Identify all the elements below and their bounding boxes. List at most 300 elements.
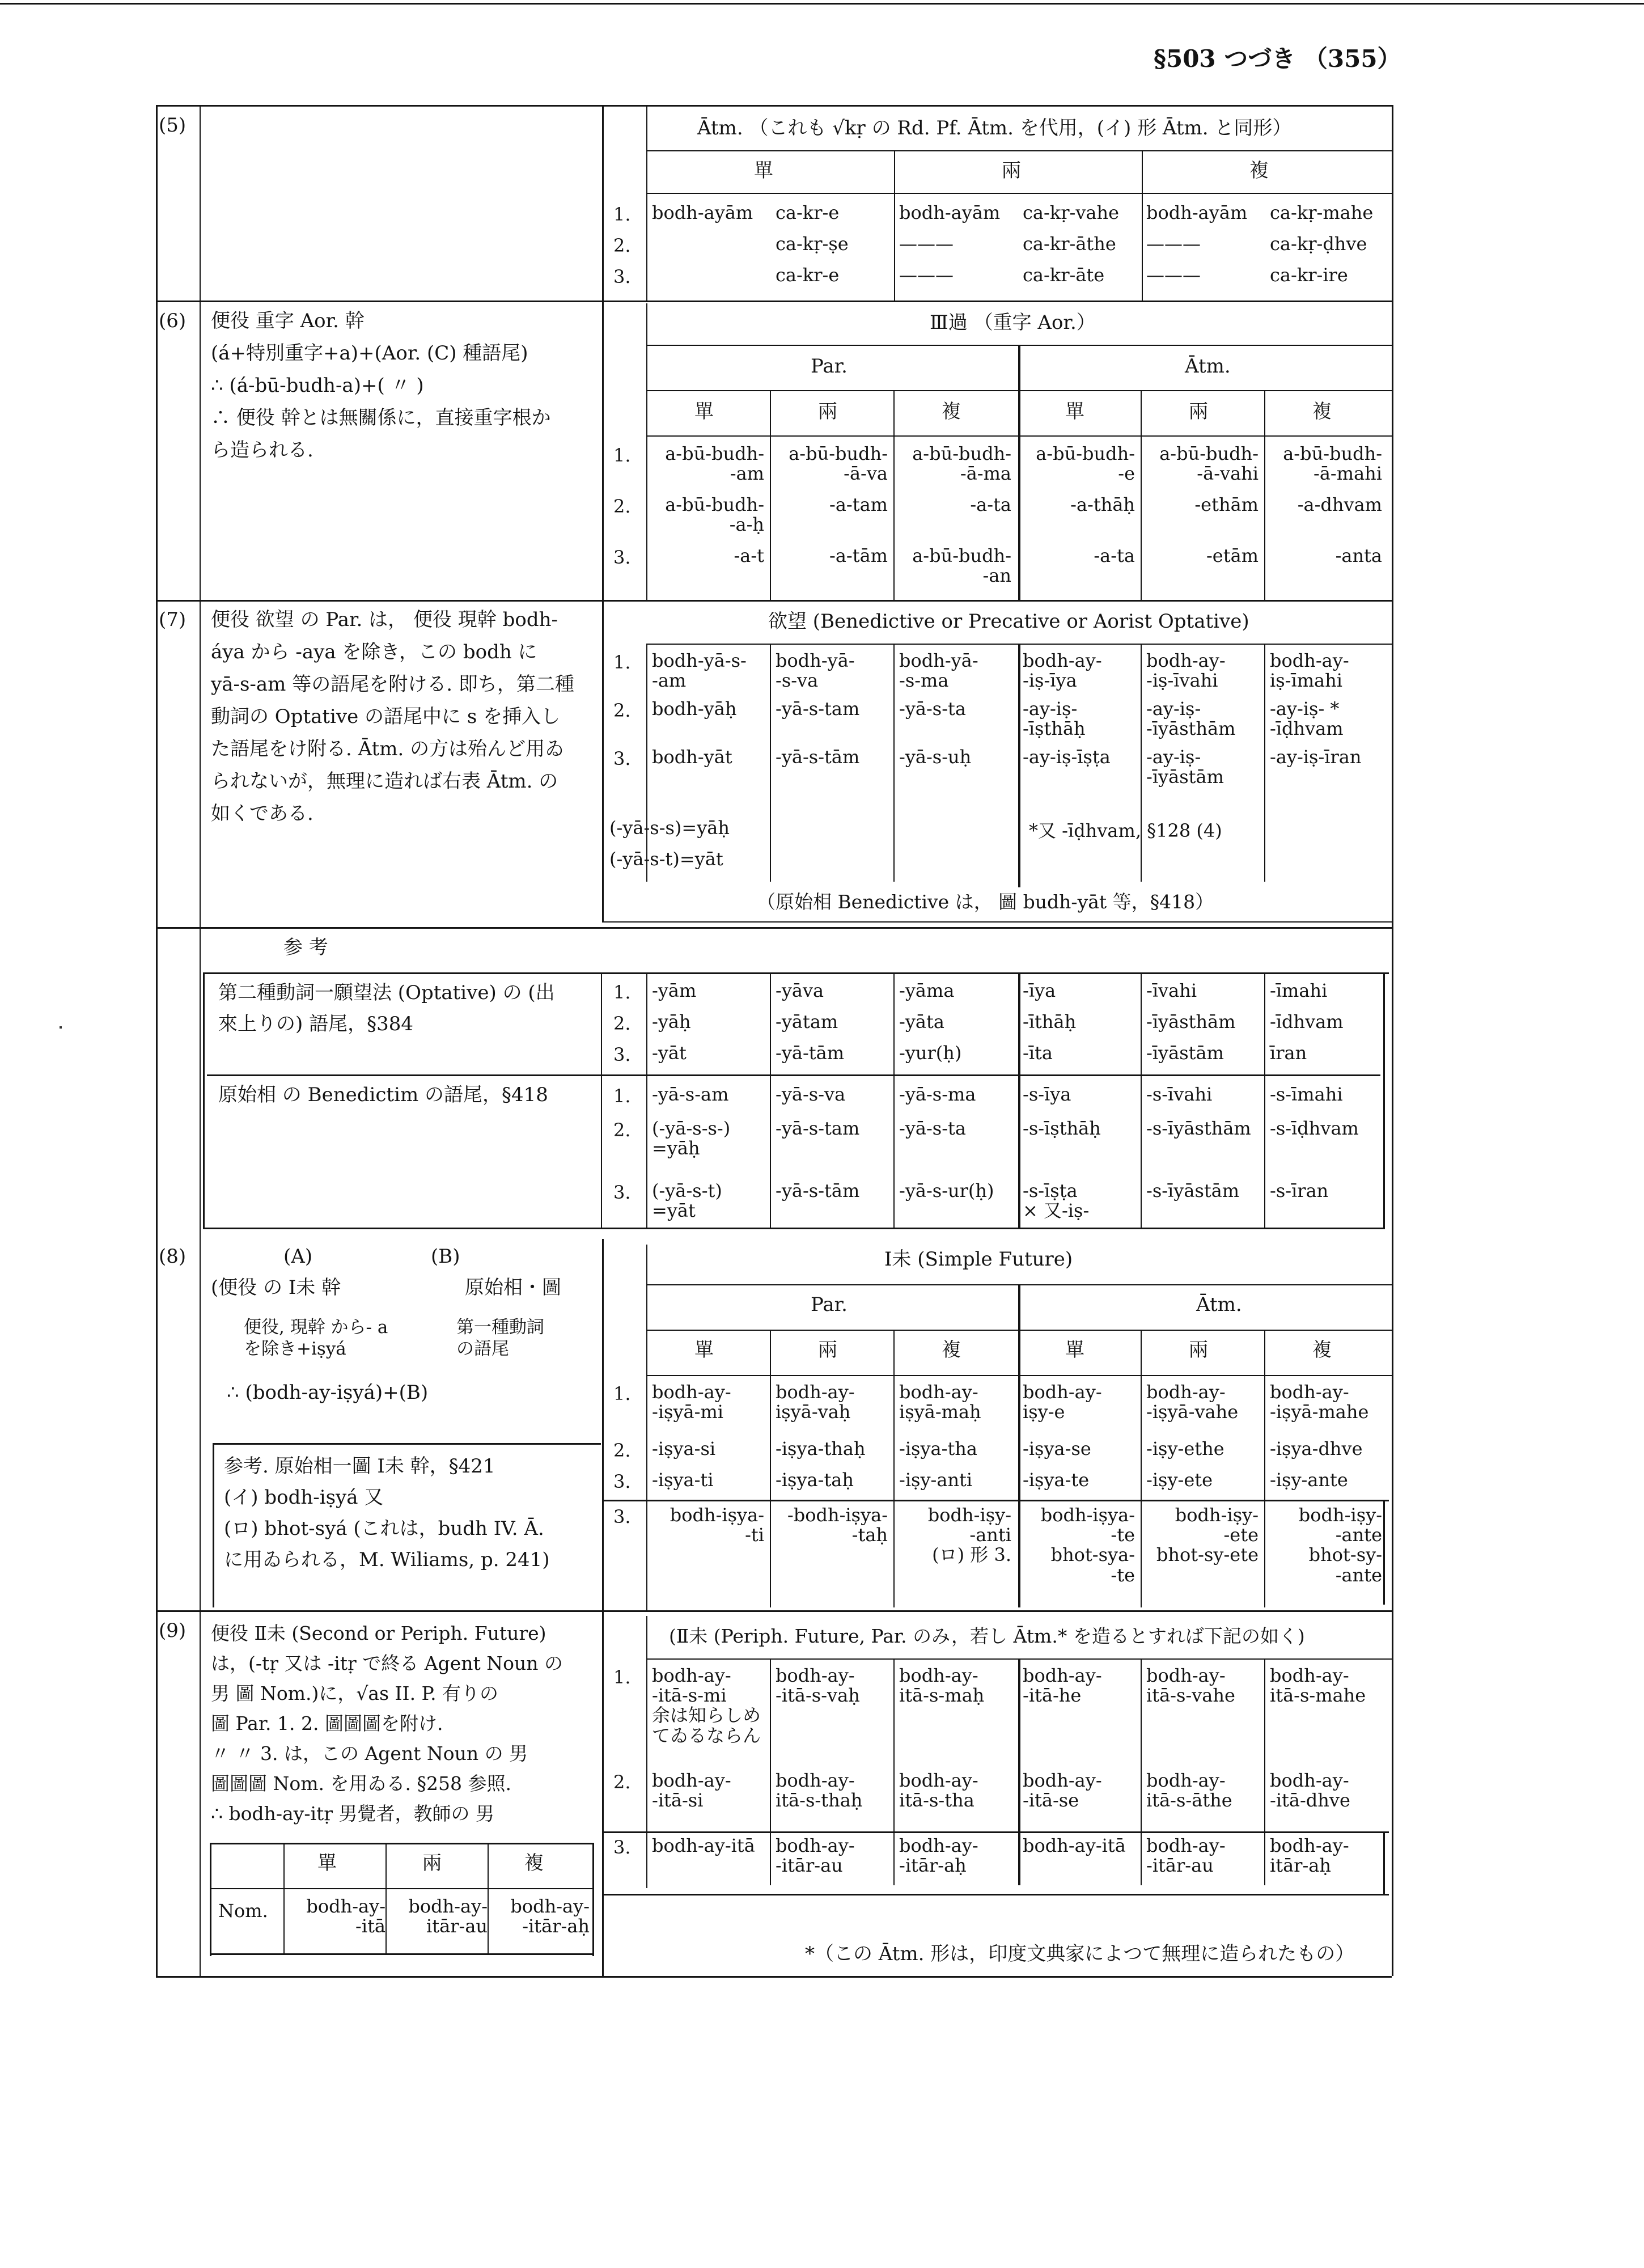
v-rule: [1141, 390, 1142, 600]
explanation-line: 便役 重字 Aor. 幹: [211, 310, 365, 332]
inflection-form: ———: [899, 264, 954, 286]
v-rule: [646, 1616, 647, 1888]
explanation-line: 男 圖 Nom.)に，√as II. P. 有りの: [211, 1682, 499, 1704]
inflection-form: -etām: [1206, 545, 1259, 566]
person-number: 2.: [613, 496, 631, 517]
inflection-form: -īvahi: [1146, 980, 1197, 1001]
inflection-form: bodh-ay- -itā-s-mi 余は知らしめ てゐるならん: [652, 1665, 761, 1746]
explanation-line: yā-s-am 等の語尾を附ける. 即ち，第二種: [211, 673, 574, 696]
v-rule: [213, 1443, 214, 1607]
person-number: 2.: [613, 1440, 631, 1461]
h-rule: [203, 972, 1389, 974]
inflection-form: bodh-ay- itār-aḥ: [1270, 1835, 1349, 1877]
inflection-form: -yāva: [776, 980, 824, 1001]
inflection-form: -s-īṣṭa × 又-iṣ-: [1023, 1180, 1090, 1222]
inflection-form: bodh-iṣy- -ete bhot-sy-ete: [1156, 1504, 1259, 1566]
inflection-form: bodh-ay- -iṣyā-mahe: [1270, 1381, 1369, 1423]
inflection-form: bodh-ay- -itār-aḥ: [899, 1835, 978, 1877]
person-number: 2.: [613, 1771, 631, 1793]
inflection-form: (-yā-s-s-) =yāḥ: [652, 1118, 731, 1160]
h-rule: [646, 1375, 1392, 1376]
number-header: 兩: [1189, 1339, 1208, 1361]
inflection-form: ca-kṛ-ṣe: [776, 233, 849, 255]
num-col-rule: [646, 105, 647, 301]
voice-header: Par.: [811, 1293, 848, 1316]
inflection-form: a-bū-budh- -ā-mahi: [1283, 443, 1382, 485]
v-rule: [488, 1843, 489, 1953]
inflection-form: -yāma: [899, 980, 955, 1001]
inflection-form: -ay-iṣ- * -īḍhvam: [1270, 698, 1344, 740]
person-number: 1.: [613, 445, 631, 466]
inflection-form: -īmahi: [1270, 980, 1328, 1001]
v-rule: [1264, 972, 1265, 1228]
inflection-form: -s-īvahi: [1146, 1084, 1213, 1105]
inflection-form: -s-īyāstām: [1146, 1180, 1240, 1201]
inflection-form: bodh-ayām: [1146, 202, 1248, 223]
number-header: 複: [1312, 1339, 1332, 1361]
inflection-form: bodh-iṣya- -ti: [670, 1504, 764, 1546]
h-rule: [604, 1831, 1389, 1833]
inflection-form: -yātam: [776, 1011, 838, 1033]
person-number: 2.: [613, 235, 631, 256]
v-rule: [1264, 1658, 1265, 1885]
section-divider: [156, 301, 1392, 302]
inflection-form: bodh-ay- iṣy-e: [1023, 1381, 1102, 1423]
v-rule: [770, 390, 771, 600]
inflection-form: a-bū-budh- -am: [665, 443, 764, 485]
inflection-form: -īta: [1023, 1042, 1053, 1064]
inflection-form: -s-īyāsthām: [1146, 1118, 1251, 1139]
inflection-form: -s-īmahi: [1270, 1084, 1343, 1105]
section-label: (6): [159, 310, 187, 332]
inflection-form: bodh-ay- -itā-dhve: [1270, 1770, 1350, 1812]
inflection-form: -ay-iṣ- -īyāstām: [1146, 746, 1224, 788]
label-column-rule: [200, 105, 201, 1976]
inflection-form: bodh-ay- iṣ-īmahi: [1270, 650, 1349, 692]
explanation-line: た語尾をけ附る. Ātm. の方は殆んど用ゐ: [211, 738, 565, 760]
v-rule: [1264, 1330, 1265, 1607]
inflection-form: ca-kṛ-mahe: [1270, 202, 1374, 223]
formula-part: の語尾: [456, 1339, 509, 1359]
inflection-form: ca-kr-āthe: [1023, 233, 1116, 255]
inflection-form: bodh-ay- -itā-se: [1023, 1770, 1102, 1812]
bracket-note: (-yā-s-t)=yāt: [609, 848, 723, 870]
inflection-form: -bodh-iṣya- -taḥ: [787, 1504, 888, 1546]
v-rule: [1383, 972, 1385, 1228]
voice-divider: [1018, 644, 1020, 887]
inflection-form: ———: [1146, 264, 1201, 286]
inflection-form: -iṣy-ethe: [1146, 1438, 1224, 1459]
v-rule: [893, 972, 895, 1228]
v-rule: [1264, 644, 1265, 882]
v-rule: [1264, 390, 1265, 600]
v-rule: [646, 644, 647, 882]
inflection-form: -yā-s-ta: [899, 1118, 966, 1139]
inflection-form: bodh-ay- -iṣyā-vahe: [1146, 1381, 1239, 1423]
inflection-form: -yā-s-va: [776, 1084, 846, 1105]
h-rule: [210, 1953, 592, 1955]
inflection-form: bodh-ay- -itā-s-vaḥ: [776, 1665, 860, 1707]
inflection-form: -iṣya-ti: [652, 1469, 714, 1491]
split-rule: [602, 105, 604, 301]
v-rule: [893, 644, 895, 882]
inflection-form: -s-īḍhvam: [1270, 1118, 1359, 1139]
mini-header: 兩: [422, 1852, 442, 1875]
inflection-form: bodh-ay- iṣyā-vaḥ: [776, 1381, 855, 1423]
inflection-form: ———: [1146, 233, 1201, 255]
frame-top: [156, 105, 1392, 107]
inflection-form: bodh-ay- -itār-au: [1146, 1835, 1226, 1877]
inflection-form: -yā-s-tām: [776, 746, 860, 768]
inflection-form: bodh-iṣya- -te bhot-sya- -te: [1040, 1504, 1135, 1586]
v-rule: [646, 1245, 647, 1610]
h-rule: [646, 193, 1392, 194]
person-number: 2.: [613, 700, 631, 721]
explanation-line: 便役 Ⅱ未 (Second or Periph. Future): [211, 1622, 546, 1644]
inflection-form: bodh-ay- iṣyā-maḥ: [899, 1381, 981, 1423]
person-number: 1.: [613, 1085, 631, 1107]
number-header: 單: [1065, 400, 1084, 423]
inflection-form: bodh-ay- itā-s-mahe: [1270, 1665, 1366, 1707]
inflection-form: -īdhvam: [1270, 1011, 1344, 1033]
inflection-form: bodh-yā-s- -am: [652, 650, 747, 692]
mini-cell: bodh-ay- -itā: [306, 1895, 385, 1937]
inflection-form: ca-kṛ-vahe: [1023, 202, 1120, 223]
inflection-form: a-bū-budh- -a-ḥ: [665, 494, 764, 536]
explanation-line: 便役 欲望 の Par. は， 便役 現幹 bodh-: [211, 608, 558, 631]
split-rule: [602, 1239, 604, 1610]
v-rule: [1383, 1831, 1385, 1894]
inflection-form: -a-ta: [1094, 545, 1135, 566]
v-rule: [203, 972, 205, 1228]
inflection-form: (-yā-s-t) =yāt: [652, 1180, 722, 1222]
v-rule: [1141, 644, 1142, 882]
v-rule: [1142, 150, 1143, 301]
explanation-line: ∴ (á-bū-budh-a)+( 〃 ): [211, 374, 424, 397]
inflection-form: -yā-s-ta: [899, 698, 966, 720]
h-rule: [210, 1888, 592, 1889]
section-label: (5): [159, 114, 187, 137]
inflection-form: a-bū-budh- -e: [1036, 443, 1135, 485]
inflection-form: ca-kr-ire: [1270, 264, 1348, 286]
table-title: 欲望 (Benedictive or Precative or Aorist Optative): [768, 610, 1249, 633]
inflection-form: -iṣya-tha: [899, 1438, 977, 1459]
number-header: 複: [942, 400, 961, 423]
number-header: 兩: [818, 400, 837, 423]
speck: [60, 1026, 62, 1029]
inflection-form: bodh-ay- -itā-si: [652, 1770, 731, 1812]
person-number: 1.: [613, 204, 631, 225]
inflection-form: bodh-ayām: [899, 202, 1001, 223]
v-rule: [1018, 1658, 1020, 1885]
h-rule: [646, 1330, 1392, 1331]
frame-left: [156, 105, 158, 1976]
inflection-form: bodh-iṣy- -ante bhot-sy- -ante: [1298, 1504, 1382, 1586]
inflection-form: bodh-ay- -iṣ-īya: [1023, 650, 1102, 692]
inflection-form: ca-kr-e: [776, 202, 840, 223]
formula-part: (B): [431, 1245, 460, 1268]
inflection-form: bodh-ay- itā-s-tha: [899, 1770, 978, 1812]
inflection-form: -s-īran: [1270, 1180, 1329, 1201]
v-rule: [770, 1330, 771, 1607]
inflection-form: -a-t: [734, 545, 764, 566]
reference-note: に用ゐられる，M. Wiliams, p. 241): [224, 1548, 550, 1571]
v-rule: [1141, 1330, 1142, 1607]
inflection-form: -s-īṣthāḥ: [1023, 1118, 1101, 1139]
explanation-line: (á+特別重字+a)+(Aor. (C) 種語尾): [211, 342, 528, 365]
v-rule: [283, 1843, 285, 1953]
inflection-form: -iṣy-anti: [899, 1469, 973, 1491]
inflection-form: -yur(ḥ): [899, 1042, 962, 1064]
inflection-form: bodh-ay- itā-s-vahe: [1146, 1665, 1235, 1707]
table-title: Ātm. （これも √kṛ の Rd. Pf. Ātm. を代用，(イ) 形 Ātm. と同形）: [697, 117, 1292, 139]
inflection-form: bodh-yāḥ: [652, 698, 737, 720]
inflection-form: -yā-s-ma: [899, 1084, 976, 1105]
h-rule: [646, 390, 1392, 391]
inflection-form: bodh-ay- -iṣyā-mi: [652, 1381, 731, 1423]
person-number: 3.: [613, 1182, 631, 1203]
number-header: 單: [754, 159, 773, 182]
reference-label: 來上りの) 語尾，§384: [218, 1013, 413, 1035]
formula-part: 便役, 現幹 から- a: [244, 1317, 388, 1338]
mini-label: Nom.: [218, 1900, 268, 1922]
explanation-line: られないが，無理に造れば右表 Ātm. の: [211, 770, 558, 793]
inflection-form: -īyāsthām: [1146, 1011, 1236, 1033]
inflection-form: -ethām: [1194, 494, 1259, 515]
inflection-form: -īya: [1023, 980, 1056, 1001]
v-rule: [210, 1843, 211, 1956]
h-rule: [604, 1500, 1389, 1501]
page-header: §503 つづき （355）: [1154, 45, 1401, 73]
inflection-form: bodh-ay- -itār-au: [776, 1835, 855, 1877]
inflection-form: -yāta: [899, 1011, 944, 1033]
number-header: 單: [694, 400, 714, 423]
inflection-form: bodh-ayām: [652, 202, 753, 223]
section-divider: [156, 1610, 1392, 1612]
split-rule: [602, 301, 604, 600]
person-number: 1.: [613, 651, 631, 673]
person-number: 3.: [613, 1044, 631, 1065]
formula-part: (便役 の Ⅰ未 幹: [211, 1276, 341, 1299]
h-rule: [646, 435, 1392, 437]
inflection-form: bodh-yā- -s-va: [776, 650, 855, 692]
number-header: 複: [1312, 400, 1332, 423]
v-rule: [893, 390, 895, 600]
h-rule: [213, 1443, 601, 1445]
inflection-form: -yā-s-am: [652, 1084, 729, 1105]
v-rule: [770, 1658, 771, 1885]
v-rule: [1141, 1658, 1142, 1885]
section-label: (7): [159, 608, 187, 631]
table-title: Ⅰ未 (Simple Future): [884, 1248, 1073, 1271]
v-rule: [592, 1843, 594, 1956]
inflection-form: bodh-ay-itā: [1023, 1835, 1126, 1856]
inflection-form: -ay-iṣ-īran: [1270, 746, 1362, 768]
section-label: (9): [159, 1619, 187, 1642]
inflection-form: -iṣy-ete: [1146, 1469, 1213, 1491]
v-rule: [646, 303, 647, 600]
formula-part: 第一種動詞: [456, 1317, 544, 1338]
explanation-line: ∴ 便役 幹とは無關係に，直接重字根か: [211, 407, 551, 429]
inflection-form: -a-tām: [829, 545, 888, 566]
inflection-form: a-bū-budh- -an: [912, 545, 1011, 587]
v-rule: [770, 644, 771, 882]
explanation-line: 如くである.: [211, 802, 313, 825]
inflection-form: -ay-iṣ-īṣṭa: [1023, 746, 1111, 768]
inflection-form: -yāt: [652, 1042, 687, 1064]
inflection-form: a-bū-budh- -ā-vahi: [1159, 443, 1259, 485]
person-number: 3.: [613, 547, 631, 568]
inflection-form: -ay-iṣ- -īṣthāḥ: [1023, 698, 1086, 740]
inflection-form: -iṣya-dhve: [1270, 1438, 1363, 1459]
split-rule: [602, 600, 604, 921]
inflection-form: -yā-s-ur(ḥ): [899, 1180, 994, 1201]
h-rule: [602, 921, 1392, 923]
frame-bottom: [156, 1976, 1392, 1978]
h-rule: [207, 1074, 1380, 1076]
v-rule: [1018, 972, 1020, 1228]
inflection-form: bodh-ay- itā-s-āthe: [1146, 1770, 1232, 1812]
inflection-form: bodh-ay- -itā-he: [1023, 1665, 1102, 1707]
v-rule: [646, 972, 647, 1228]
footnote: *（この Ātm. 形は，印度文典家によつて無理に造られたもの）: [805, 1943, 1355, 1965]
number-header: 單: [694, 1339, 714, 1361]
mini-header: 單: [317, 1852, 337, 1875]
section-divider: [156, 927, 1392, 929]
inflection-form: bodh-yā- -s-ma: [899, 650, 978, 692]
explanation-line: は，(-tṛ 又は -itṛ で終る Agent Noun の: [211, 1652, 563, 1674]
explanation-line: 〃 〃 3. は，この Agent Noun の 男: [211, 1742, 528, 1765]
v-rule: [893, 1658, 895, 1885]
inflection-form: -a-tam: [829, 494, 888, 515]
inflection-form: ca-kr-e: [776, 264, 840, 286]
inflection-form: -yā-s-tam: [776, 698, 860, 720]
v-rule: [385, 1843, 387, 1953]
voice-header: Ātm.: [1185, 355, 1231, 378]
reference-note: 参考. 原始相一圖 Ⅰ未 幹，§421: [224, 1455, 495, 1478]
inflection-form: -yā-s-tām: [776, 1180, 860, 1201]
explanation-line: 圖 Par. 1. 2. 圖圖圖を附け.: [211, 1712, 443, 1734]
inflection-form: -īyāstām: [1146, 1042, 1224, 1064]
person-number: 2.: [613, 1119, 631, 1141]
split-rule: [602, 1610, 604, 1976]
reference-note: (ロ) bhot-syá (これは，budh IV. Ā.: [224, 1517, 544, 1540]
explanation-line: ら造られる.: [211, 439, 313, 462]
person-number: 3.: [613, 266, 631, 287]
explanation-line: 動詞の Optative の語尾中に s を挿入し: [211, 705, 561, 728]
reference-note: (イ) bodh-iṣyá 又: [224, 1486, 384, 1509]
inflection-form: bodh-iṣy- -anti (ロ) 形 3.: [927, 1504, 1011, 1566]
reference-label: 第二種動詞一願望法 (Optative) の (出: [218, 981, 555, 1004]
inflection-form: bodh-ay- -iṣ-īvahi: [1146, 650, 1226, 692]
inflection-form: bodh-ay- itā-s-maḥ: [899, 1665, 985, 1707]
inflection-form: -a-thāḥ: [1070, 494, 1135, 515]
inflection-form: īran: [1270, 1042, 1307, 1064]
h-rule: [604, 1894, 1389, 1895]
inflection-form: -īthāḥ: [1023, 1011, 1077, 1033]
person-number: 1.: [613, 1383, 631, 1404]
formula-part: を除き+iṣyá: [244, 1339, 346, 1359]
table-title: (Ⅱ未 (Periph. Future, Par. のみ，若し Ātm.* を造るとすれば下記の如く): [669, 1625, 1305, 1647]
table-title: Ⅲ過 （重字 Aor.）: [930, 311, 1096, 334]
person-number: 1.: [613, 981, 631, 1003]
v-rule: [894, 150, 895, 301]
h-rule: [210, 1843, 592, 1844]
inflection-form: -a-dhvam: [1297, 494, 1382, 515]
inflection-form: a-bū-budh- -ā-ma: [912, 443, 1011, 485]
explanation-line: áya から -aya を除き，この bodh に: [211, 641, 537, 663]
person-number: 3.: [613, 748, 631, 769]
frame-right: [1392, 105, 1393, 1976]
inflection-form: ca-kr-āte: [1023, 264, 1105, 286]
reference-title: 参 考: [283, 936, 328, 959]
number-header: 單: [1065, 1339, 1084, 1361]
mini-header: 複: [524, 1852, 544, 1875]
explanation-line: ∴ bodh-ay-itṛ 男覺者，教師の 男: [211, 1802, 495, 1825]
voice-header: Par.: [811, 355, 848, 378]
note: （原始相 Benedictive は， 圖 budh-yāt 等，§418）: [757, 891, 1214, 913]
v-rule: [1383, 1500, 1385, 1605]
explanation-line: 圖圖圖 Nom. を用ゐる. §258 参照.: [211, 1772, 511, 1795]
top-edge: [0, 3, 1644, 5]
inflection-form: bodh-ay-itā: [652, 1835, 755, 1856]
inflection-form: -s-īya: [1023, 1084, 1071, 1105]
person-number: 3.: [613, 1506, 631, 1527]
formula-line: ∴ (bodh-ay-iṣyá)+(B): [227, 1381, 429, 1404]
inflection-form: -iṣya-si: [652, 1438, 716, 1459]
formula-part: 原始相・圖: [465, 1276, 561, 1299]
h-rule: [646, 150, 1392, 151]
inflection-form: -iṣya-thaḥ: [776, 1438, 866, 1459]
bracket-note: (-yā-s-s)=yāḥ: [609, 817, 730, 839]
number-header: 兩: [1002, 159, 1021, 182]
voice-header: Ātm.: [1196, 1293, 1242, 1316]
inflection-form: -a-ta: [970, 494, 1011, 515]
number-header: 複: [942, 1339, 961, 1361]
section-divider: [156, 600, 1392, 602]
person-number: 1.: [613, 1666, 631, 1688]
mini-cell: bodh-ay- -itār-aḥ: [510, 1895, 590, 1937]
voice-divider: [1018, 345, 1020, 600]
v-rule: [770, 972, 771, 1228]
h-rule: [203, 1228, 1385, 1229]
section-label: (8): [159, 1245, 187, 1268]
reference-label: 原始相 の Benedictim の語尾，§418: [218, 1084, 548, 1106]
v-rule: [893, 1330, 895, 1607]
inflection-form: -iṣya-te: [1023, 1469, 1090, 1491]
inflection-form: bodh-yāt: [652, 746, 732, 768]
inflection-form: -anta: [1335, 545, 1382, 566]
inflection-form: -yā-tām: [776, 1042, 845, 1064]
inflection-form: a-bū-budh- -ā-va: [789, 443, 888, 485]
inflection-form: -yā-s-uḥ: [899, 746, 972, 768]
inflection-form: ca-kṛ-ḍhve: [1270, 233, 1367, 255]
footnote-star: *又 -īḍhvam, §128 (4): [1029, 820, 1222, 841]
inflection-form: -yā-s-tam: [776, 1118, 860, 1139]
inflection-form: -iṣy-ante: [1270, 1469, 1348, 1491]
inflection-form: -yām: [652, 980, 697, 1001]
number-header: 複: [1249, 159, 1269, 182]
v-rule: [601, 972, 602, 1228]
inflection-form: -iṣya-taḥ: [776, 1469, 854, 1491]
person-number: 3.: [613, 1837, 631, 1858]
mini-cell: bodh-ay- itār-au: [408, 1895, 488, 1937]
number-header: 兩: [1189, 400, 1208, 423]
formula-part: (A): [283, 1245, 313, 1268]
inflection-form: -iṣya-se: [1023, 1438, 1091, 1459]
inflection-form: -yāḥ: [652, 1011, 691, 1033]
person-number: 3.: [613, 1471, 631, 1492]
